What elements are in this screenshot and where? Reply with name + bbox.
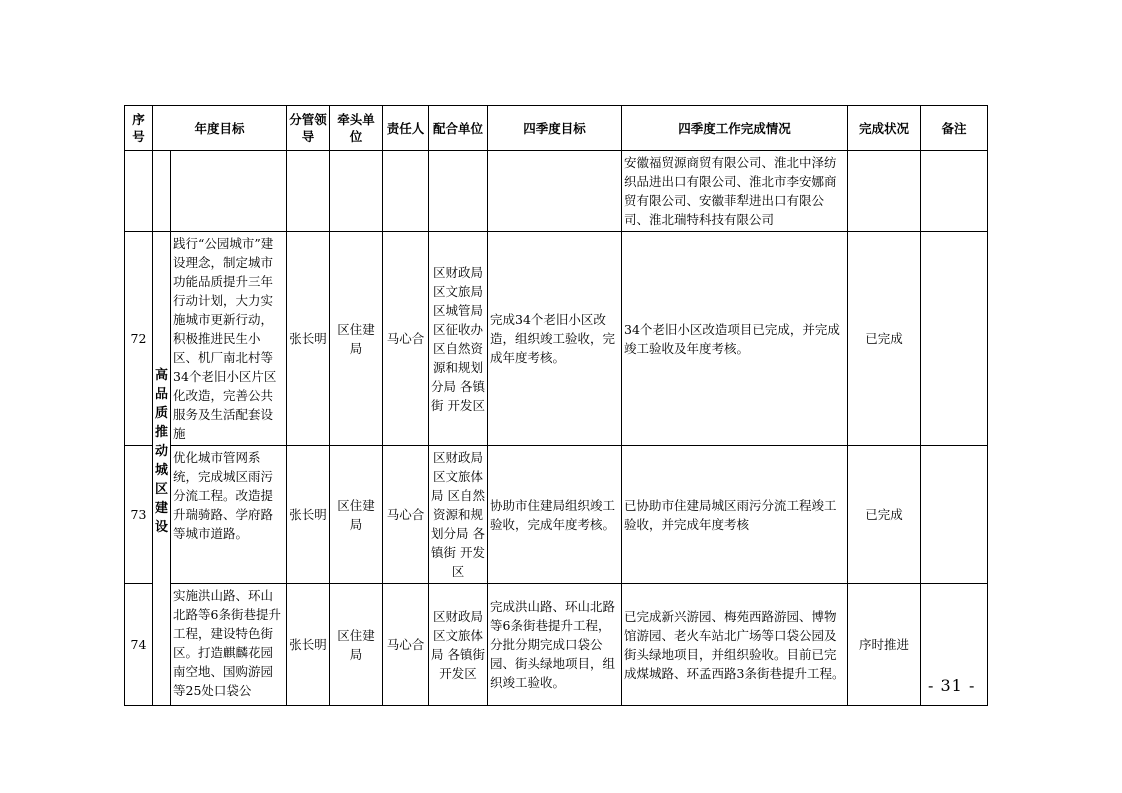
cell-empty xyxy=(153,151,171,232)
cell-empty xyxy=(848,151,921,232)
cell-empty xyxy=(171,151,287,232)
header-annual-goal: 年度目标 xyxy=(153,106,287,151)
cell-lead-unit: 区住建局 xyxy=(330,584,383,706)
cell-empty xyxy=(330,151,383,232)
table-row xyxy=(125,232,988,446)
cell-q4-goal: 完成34个老旧小区改造，组织竣工验收，完成年度考核。 xyxy=(488,232,622,446)
category-char: 城 xyxy=(154,463,168,478)
cell-q4-progress: 已协助市住建局城区雨污分流工程竣工验收，并完成年度考核 xyxy=(622,446,848,584)
category-char: 区 xyxy=(154,482,168,497)
cell-lead-unit: 区住建局 xyxy=(330,232,383,446)
cell-seq: 73 xyxy=(125,446,153,584)
cell-coop-unit: 区财政局 区文旅体局 各镇街 开发区 xyxy=(429,584,488,706)
cell-q4-goal: 完成洪山路、环山北路等6条街巷提升工程，分批分期完成口袋公园、街头绿地项目，组织竣工验收。 xyxy=(488,584,622,706)
table-row xyxy=(125,584,988,706)
table-row xyxy=(125,446,988,584)
header-status: 完成状况 xyxy=(848,106,921,151)
cell-lead-unit: 区住建局 xyxy=(330,446,383,584)
category-char: 品 xyxy=(154,387,168,402)
cell-leader: 张长明 xyxy=(287,232,330,446)
work-target-table xyxy=(124,105,988,706)
cell-seq: 74 xyxy=(125,584,153,706)
cell-annual-goal: 践行“公园城市”建设理念，制定城市功能品质提升三年行动计划，大力实施城市更新行动，积极推进民生小区、机厂南北村等34个老旧小区片区化改造，完善公共服务及生活配套设施 xyxy=(171,232,287,446)
cell-q4-progress: 34个老旧小区改造项目已完成，并完成竣工验收及年度考核。 xyxy=(622,232,848,446)
cell-responsible: 马心合 xyxy=(383,446,429,584)
header-remarks: 备注 xyxy=(921,106,988,151)
header-q4-progress: 四季度工作完成情况 xyxy=(622,106,848,151)
cell-responsible: 马心合 xyxy=(383,584,429,706)
category-char: 推 xyxy=(154,425,168,440)
header-seq: 序号 xyxy=(125,106,153,151)
cell-status: 序时推进 xyxy=(848,584,921,706)
header-leader: 分管领导 xyxy=(287,106,330,151)
cell-responsible: 马心合 xyxy=(383,232,429,446)
table-row xyxy=(125,151,988,232)
cell-empty xyxy=(125,151,153,232)
cell-empty xyxy=(429,151,488,232)
header-lead-unit: 牵头单位 xyxy=(330,106,383,151)
cell-coop-unit: 区财政局 区文旅局 区城管局 区征收办 区自然资源和规划分局 各镇街 开发区 xyxy=(429,232,488,446)
category-char: 高 xyxy=(154,368,168,383)
cell-seq: 72 xyxy=(125,232,153,446)
category-char: 建 xyxy=(154,501,168,516)
cell-empty xyxy=(287,151,330,232)
cell-annual-goal: 实施洪山路、环山北路等6条街巷提升工程，建设特色街区。打造麒麟花园南空地、国购游园等25处口袋公 xyxy=(171,584,287,706)
category-cell xyxy=(153,232,171,706)
page-number: - 31 - xyxy=(928,676,976,695)
cell-status: 已完成 xyxy=(848,446,921,584)
cell-annual-goal: 优化城市管网系统，完成城区雨污分流工程。改造提升瑞骑路、学府路等城市道路。 xyxy=(171,446,287,584)
header-coop-unit: 配合单位 xyxy=(429,106,488,151)
header-responsible: 责任人 xyxy=(383,106,429,151)
header-q4-goal: 四季度目标 xyxy=(488,106,622,151)
cell-q4-goal: 协助市住建局组织竣工验收，完成年度考核。 xyxy=(488,446,622,584)
category-char: 质 xyxy=(154,406,168,421)
category-label xyxy=(153,232,170,537)
cell-remarks xyxy=(921,232,988,446)
category-char: 动 xyxy=(154,444,168,459)
cell-coop-unit: 区财政局 区文旅体局 区自然资源和规划分局 各镇街 开发区 xyxy=(429,446,488,584)
cell-leader: 张长明 xyxy=(287,584,330,706)
cell-empty xyxy=(488,151,622,232)
category-char: 设 xyxy=(154,520,168,535)
cell-leader: 张长明 xyxy=(287,446,330,584)
cell-remarks xyxy=(921,446,988,584)
cell-q4-progress: 已完成新兴游园、梅苑西路游园、博物馆游园、老火车站北广场等口袋公园及街头绿地项目，并组织验收。目前已完成煤城路、环孟西路3条街巷提升工程。 xyxy=(622,584,848,706)
cell-empty xyxy=(921,151,988,232)
cell-status: 已完成 xyxy=(848,232,921,446)
cell-q4-progress: 安徽福贸源商贸有限公司、淮北中泽纺织品进出口有限公司、淮北市李安娜商贸有限公司、安徽菲犁进出口有限公司、淮北瑞特科技有限公司 xyxy=(622,151,848,232)
cell-empty xyxy=(383,151,429,232)
